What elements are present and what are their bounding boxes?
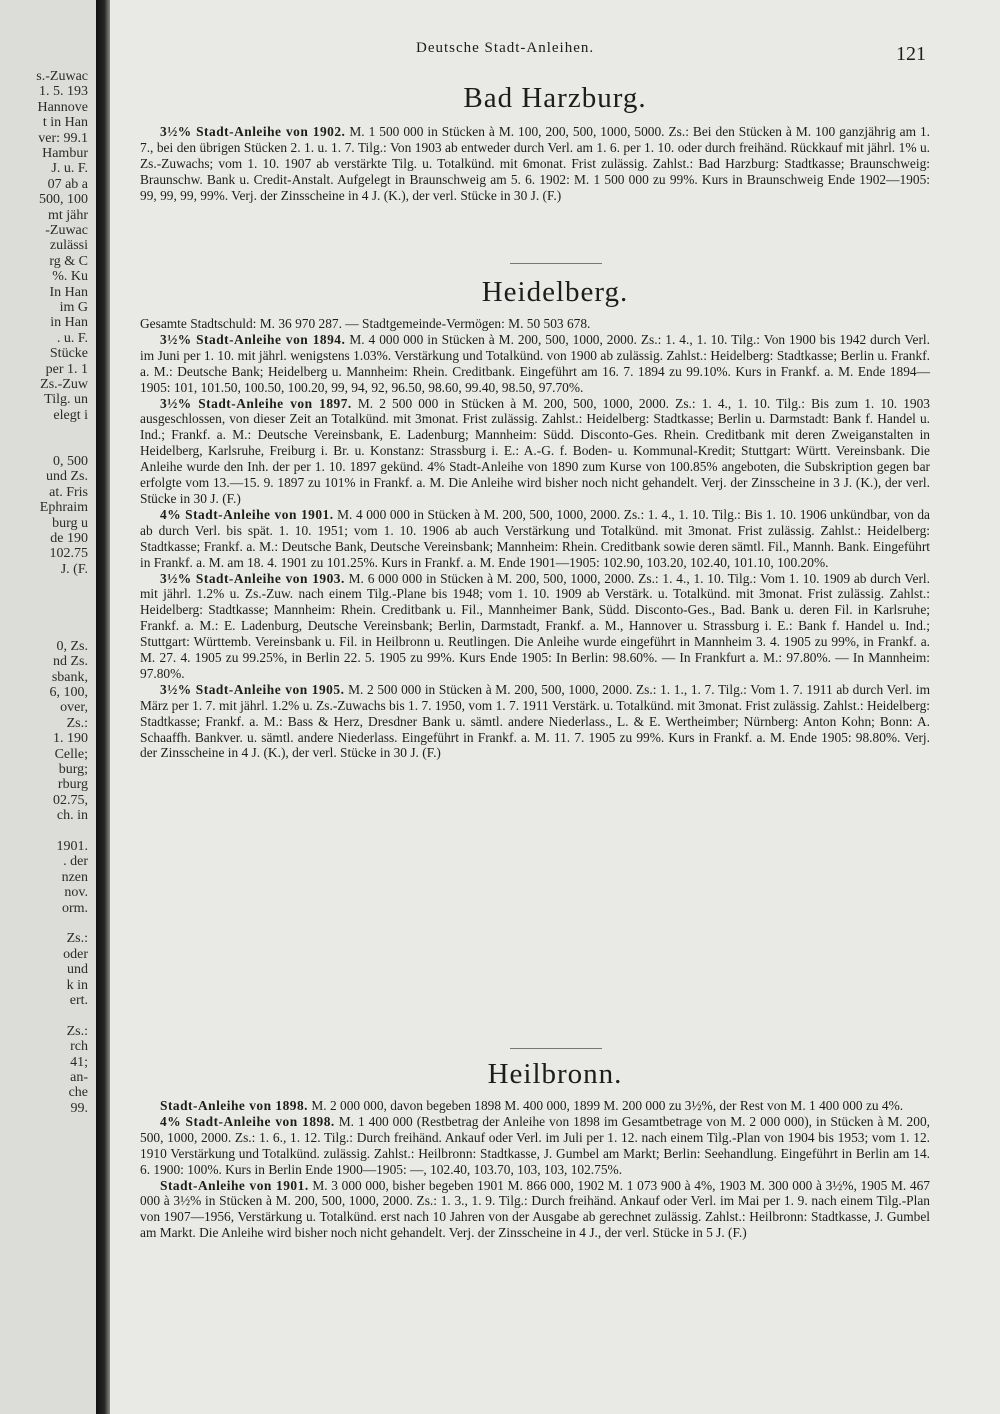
- entry-title: 3½% Stadt-Anleihe von 1903.: [160, 570, 345, 586]
- left-page-line: J. u. F.: [51, 161, 88, 177]
- left-page-line: Stücke: [49, 346, 88, 362]
- left-page-line: s.-Zuwac: [36, 69, 88, 84]
- left-page-line: an-: [70, 1070, 88, 1085]
- city-heading-harzburg: Bad Harzburg.: [463, 82, 647, 114]
- left-page-line: Ephraim: [39, 500, 88, 516]
- left-page-line: 41;: [70, 1054, 88, 1070]
- left-page-line: burg;: [58, 762, 88, 777]
- section-harzburg: [140, 124, 930, 204]
- entry-text: M. 4 000 000 in Stücken à M. 200, 500, 1000, 2000. Zs.: 1. 4., 1. 10. Tilg.: Von 1900 bis 1942 durch Verl. im Juni per 1. 10. mit jährl. wenigstens 1.03%. Verstärkung und Totalkünd. von 1900 ab zulässig. Zahlst.: Heidelberg: Stadtkasse; Berlin u. Frankf. a. M.: Deutsche Bank; Heidelberg u. Mannheim: Rhein. Creditbank. Eingeführt am 16. 7. 1894 zu 99.10%. Kurs in Frankf. a. M. Ende 1894—1905: 101, 101.50, 100.50, 100.20, 99, 94, 92, 96.50, 98.60, 99.40, 98.50, 97.70%.: [140, 331, 930, 395]
- left-page-line: rch: [70, 1039, 88, 1055]
- left-page-line: . u. F.: [56, 330, 88, 346]
- entry: [140, 396, 930, 507]
- left-page-line: 0, 500: [53, 454, 88, 469]
- entry: [140, 682, 930, 762]
- entry-title: Stadt-Anleihe von 1898.: [160, 1098, 309, 1113]
- left-page-line: Zs.:: [66, 715, 88, 731]
- left-page-line: 99.: [70, 1100, 88, 1116]
- entry: [140, 507, 930, 571]
- entry-text: M. 1 400 000 (Restbetrag der Anleihe von 1898 im Gesamtbetrage von M. 2 000 000), in Stücken à M. 200, 500, 1000, 2000. Zs.: 1. 6., 1. 12. Tilg.: Durch freihänd. Ankauf oder Verl. im Juli per 1. 12. nach einem Tilg.-Plan von 1904 bis 1953; vom 1. 12. 1910 Verstärkung und Totalkünd. zulässig. Zahlst.: Heilbronn: Stadtkasse, J. Gumbel am Markt; Berlin: Seehandlung. Eingeführt in Berlin am 14. 6. 1900: 100%. Kurs in Berlin Ende 1900—1905: —, 102.40, 103.70, 103, 103, 102.75%.: [140, 1113, 930, 1177]
- left-page-line: ch. in: [56, 808, 88, 824]
- entry-title: 3½% Stadt-Anleihe von 1902.: [160, 124, 346, 139]
- left-page-fragment: [0, 0, 96, 1414]
- left-page-line: zulässi: [49, 238, 88, 254]
- left-page-line: Zs.:: [66, 931, 88, 947]
- entry-title: 3½% Stadt-Anleihe von 1905.: [160, 681, 345, 697]
- entry: [140, 332, 930, 396]
- left-page-line: elegt i: [53, 407, 88, 423]
- entry-text: M. 2 500 000 in Stücken à M. 200, 500, 1000, 2000. Zs.: 1. 1., 1. 7. Tilg.: Vom 1. 7. 1911 ab durch Verl. im März per 1. 7. mit jährl. 1.2% u. Zs.-Zuwachs bis 1. 7. 1950, vom 1. 7. 1911 Verstärk. u. Totalkünd. mit 3monat. Frist zulässig. Zahlst.: Heidelberg: Stadtkasse; Frankf. a. M.: Bass & Herz, Dresdner Bank u. sämtl. andere Niederlass., L. & E. Wertheimber; Nürnberg: Anton Kohn; Bonn: A. Schaaffh. Bankver. u. sämtl. andere Niederlass. Eingeführt in Frankf. a. M. 11. 7. 1905 zu 99%. Kurs in Frankf. a. M. Ende 1905: 98.80%. Verj. der Zinsscheine in 4 J. (K.), der verl. Stücke in 30 J. (F.): [140, 681, 930, 761]
- left-page-line: de 190: [50, 531, 88, 546]
- section-divider: [510, 263, 602, 264]
- left-page-line: nzen: [61, 869, 88, 885]
- left-page-line: In Han: [49, 284, 88, 300]
- left-page-line: und Zs.: [46, 469, 88, 485]
- city-summary: Gesamte Stadtschuld: M. 36 970 287. — Stadtgemeinde-Vermögen: M. 50 503 678.: [140, 316, 591, 331]
- left-page-line: 1901.: [56, 839, 88, 854]
- city-heading-heilbronn: Heilbronn.: [487, 1058, 623, 1090]
- left-page-line: burg u: [52, 515, 88, 531]
- left-page-line: che: [68, 1085, 88, 1101]
- entry-text: M. 6 000 000 in Stücken à M. 200, 500, 1000, 2000. Zs.: 1. 4., 1. 10. Tilg.: Vom 1. 10. 1909 ab durch Verl. mit jährl. 1.2% u. Zs.-Zuw. nach einem Tilg.-Plane bis 1948; vom 1. 10. 1909 ab Verstärk. u. Totalkünd. mit 3monat. Frist zulässig. Zahlst.: Heidelberg: Stadtkasse; Mannheim: Rhein. Creditbank u. Fil., Mannheimer Bank, Südd. Disconto-Ges., Bad. Bank u. deren Fil. in Karlsruhe; Frankf. a. M.: E. Ladenburg, Deutsche Vereinsbank; Berlin, Darmstadt, Frankf. a. M., Hannover u. Strassburg i. E.: Bank f. Handel u. Ind.; Stuttgart: Württemb. Vereinsbank u. Fil. in Heilbronn u. Reutlingen. Die Anleihe wurde eingeführt in Mannheim 3. 4. 1905 zu 99%, in Frankf. a. M. 27. 4. 1905 zu 99.25%, in Berlin 22. 5. 1905 zu 99%. Kurs Ende 1905: In Berlin: 98.60%. — In Frankfurt a. M.: 97.80%. — In Mannheim: 97.80%.: [140, 570, 930, 681]
- left-page-line: 1. 190: [53, 731, 88, 747]
- left-page-line: over,: [60, 700, 88, 716]
- section-divider: [510, 1048, 602, 1049]
- entry-text: M. 3 000 000, bisher begeben 1901 M. 866 000, 1902 M. 1 073 900 à 4%, 1903 M. 300 000 à 3½%, 1905 M. 467 000 à 3½% in Stücken à M. 200, 500, 1000, 2000. Zs.: 1. 3., 1. 9. Tilg.: Durch freihänd. Ankauf oder Verl. im Mai per 1. 9. nach einem Tilg.-Plan von 1907—1956, Verstärkung u. Totalkünd. erst nach 10 Jahren von der Ausgabe ab gerechnet zulässig. Zahlst.: Heilbronn: Stadtkasse, J. Gumbel am Markt. Die Anleihe wird bisher noch nicht gehandelt. Verj. der Zinsscheine in 4 J., der verl. Stücke in 5 J. (F.): [140, 1177, 930, 1241]
- entry-title: 4% Stadt-Anleihe von 1898.: [160, 1113, 335, 1129]
- left-page-line: nd Zs.: [53, 654, 88, 670]
- left-page-line: 102.75: [49, 546, 88, 562]
- left-page-line: 1. 5. 193: [39, 84, 88, 100]
- entry: [140, 571, 930, 682]
- left-page-line: 0, Zs.: [56, 638, 88, 654]
- entry: [140, 1178, 930, 1242]
- left-page-line: in Han: [50, 315, 88, 331]
- left-page-line: k in: [66, 977, 88, 993]
- city-heading-heidelberg: Heidelberg.: [481, 276, 629, 308]
- left-page-line: Zs.:: [66, 1023, 88, 1039]
- left-page-line: 07 ab a: [47, 176, 88, 192]
- entry: [140, 124, 930, 204]
- left-page-line: rg & C: [49, 253, 88, 269]
- left-page-line: und: [67, 962, 88, 978]
- left-page-line: oder: [63, 946, 88, 962]
- entry: [140, 1114, 930, 1178]
- entry-title: Stadt-Anleihe von 1901.: [160, 1177, 309, 1193]
- entry-title: 3½% Stadt-Anleihe von 1894.: [160, 331, 346, 347]
- entry: [140, 1098, 930, 1114]
- section-heilbronn: [140, 1098, 930, 1241]
- entry-title: 3½% Stadt-Anleihe von 1897.: [160, 395, 352, 411]
- book-gutter: [96, 0, 110, 1414]
- running-title: Deutsche Stadt-Anleihen.: [416, 40, 595, 56]
- left-page-line: nov.: [64, 885, 88, 901]
- left-page-line: t in Han: [42, 115, 88, 131]
- left-page-line: ert.: [69, 993, 88, 1008]
- left-page-line: %. Ku: [52, 269, 88, 285]
- left-page-line: sbank,: [51, 669, 88, 685]
- left-page-line: . der: [63, 854, 88, 870]
- left-page-line: im G: [59, 300, 88, 315]
- left-page-line: at. Fris: [49, 484, 88, 500]
- section-heidelberg: [140, 316, 930, 761]
- left-page-line: Hambur: [42, 146, 88, 161]
- left-page-line: -Zuwac: [45, 223, 88, 238]
- left-page-line: per 1. 1: [45, 361, 88, 377]
- page-number: 121: [896, 43, 926, 65]
- entry-text: M. 2 000 000, davon begeben 1898 M. 400 000, 1899 M. 200 000 zu 3½%, der Rest von M. 1 400 000 zu 4%.: [311, 1098, 904, 1113]
- page: [110, 0, 1000, 1414]
- left-page-line: 6, 100,: [49, 685, 88, 700]
- left-page-line: 02.75,: [53, 792, 88, 808]
- entry-text: M. 4 000 000 in Stücken à M. 200, 500, 1000, 2000. Zs.: 1. 4., 1. 10. Tilg.: Bis 1. 10. 1906 unkündbar, von da ab durch Verl. bis spät. 1. 10. 1951; vom 1. 10. 1906 ab auch Verstärkung und Totalkünd. mit 3monat. Frist zulässig. Zahlst.: Heidelberg: Stadtkasse; Frankf. a. M.: Deutsche Bank, Deutsche Vereinsbank; Mannheim: Rhein. Creditbank sowie deren sämtl. Fil., Mannh. Bank. Eingeführt in Frankf. a. M. am 18. 4. 1901 zu 101.25%. Kurs in Frankf. a. M. Ende 1901—1905: 102.90, 103.20, 102.40, 101.10, 100.20%.: [140, 506, 930, 570]
- left-page-line: mt jähr: [47, 207, 88, 223]
- left-page-line: J. (F.: [60, 561, 88, 577]
- left-page-line: Hannove: [37, 99, 88, 115]
- entry-title: 4% Stadt-Anleihe von 1901.: [160, 506, 334, 522]
- left-page-line: orm.: [61, 900, 88, 916]
- left-page-line: Zs.-Zuw: [40, 377, 88, 392]
- entry-text: M. 2 500 000 in Stücken à M. 200, 500, 1000, 2000. Zs.: 1. 4., 1. 10. Tilg.: Bis zum 1. 10. 1903 ausgeschlossen, von dieser Zeit an Totalkünd. mit 3monat. Frist zulässig. Zahlst.: Heidelberg: Stadtkasse; Berlin u. Darmstadt: Bank f. Handel u. Ind.; Frankf. a. M.: Deutsche Vereinsbank, E. Ladenburg; Mannheim: Südd. Disconto-Ges. Rhein. Creditbank mit deren Zweiganstalten in Heidelberg, Karlsruhe, Freiburg i. Br. u. Konstanz: Strassburg i. E.: A.-G. f. Boden- u. Kommunal-Kredit; Stuttgart: Württ. Vereinsbank. Die Anleihe wurde den Inh. der per 1. 10. 1897 gekünd. 4% Stadt-Anleihe von 1890 zum Kurse von 100.85% angeboten, die Subskription gegen bar erfolgte vom 13.—15. 9. 1897 zu 101% in Frankf. a. M. Die Anleihe wird bisher noch nicht gehandelt. Verj. der Zinsscheine in 3 J. (K.), der verl. Stücke in 30 J. (F.): [140, 395, 930, 506]
- entry-text: M. 1 500 000 in Stücken à M. 100, 200, 500, 1000, 5000. Zs.: Bei den Stücken à M. 100 ganzjährig am 1. 7., bei den übrigen Stücken 2. 1. u. 1. 7. Tilg.: Von 1903 ab entweder durch Verl. am 1. 6. per 1. 10. oder durch freihänd. Rückkauf mit jährl. 1% u. Zs.-Zuwachs; vom 1. 10. 1907 ab verstärkte Tilg. u. Totalkünd. mit 6monat. Frist zulässig. Zahlst.: Bad Harzburg: Stadtkasse; Braunschweig: Braunschw. Bank u. Credit-Anstalt. Aufgelegt in Braunschweig am 5. 6. 1902: M. 1 500 000 zu 99%. Kurs in Braunschweig Ende 1902—1905: 99, 99, 99, 99%. Verj. der Zinsscheine in 4 J. (K.), der verl. Stücke in 30 J. (F.): [140, 124, 930, 203]
- left-page-line: 500, 100: [39, 192, 88, 208]
- left-page-line: Tilg. un: [44, 392, 88, 408]
- left-page-line: rburg: [57, 777, 88, 793]
- left-page-line: Celle;: [54, 746, 88, 762]
- left-page-line: ver: 99.1: [38, 130, 88, 146]
